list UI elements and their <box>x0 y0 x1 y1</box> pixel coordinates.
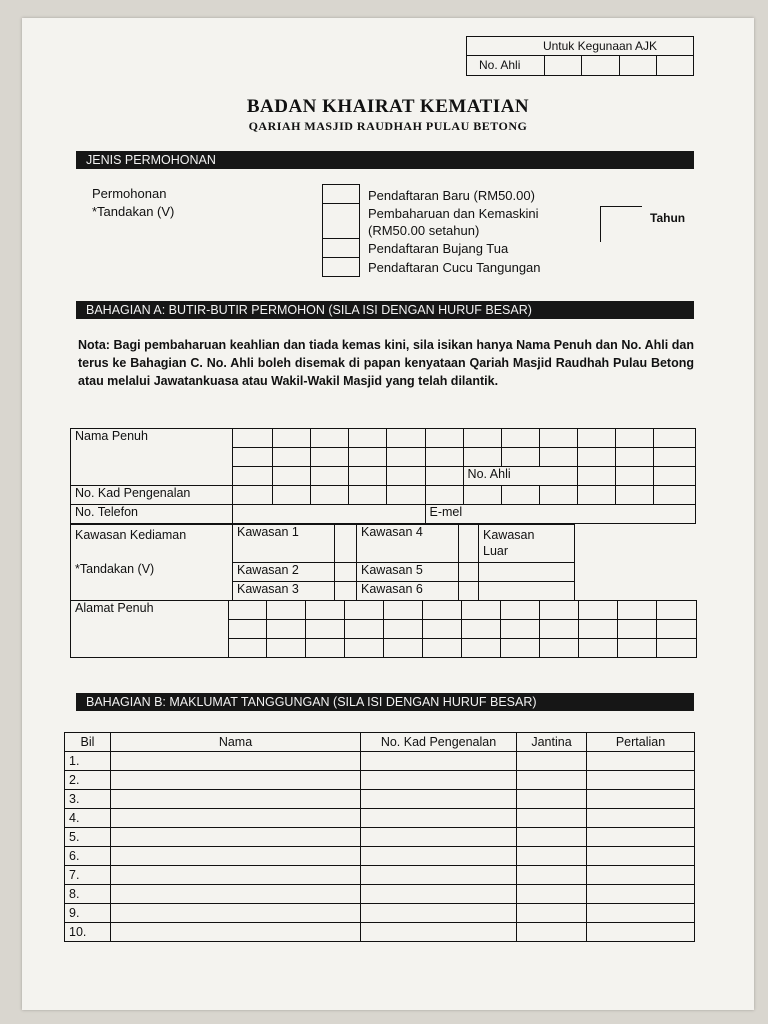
row-no-kp-field[interactable] <box>361 904 517 923</box>
row-bil: 1. <box>65 752 111 771</box>
row-bil: 6. <box>65 847 111 866</box>
kawasan-1-label: Kawasan 1 <box>233 525 335 563</box>
table-row <box>65 866 695 885</box>
kawasan-1-checkbox[interactable] <box>335 525 357 563</box>
alamat-cell[interactable] <box>306 620 345 639</box>
kawasan-4-label: Kawasan 4 <box>357 525 459 563</box>
row-bil: 3. <box>65 790 111 809</box>
ajk-no-ahli-label: No. Ahli <box>467 56 545 75</box>
col-header-nama: Nama <box>111 733 361 752</box>
no-kp-cell[interactable] <box>463 486 501 505</box>
table-row <box>65 752 695 771</box>
kawasan-5-checkbox[interactable] <box>459 563 479 582</box>
alamat-cell[interactable] <box>229 639 267 658</box>
nota-text: Nota: Bagi pembaharuan keahlian dan tiada kemas kini, sila isikan hanya Nama Penuh dan No. Ahli dan terus ke Bahagian C. No. Ahli boleh disemak di papan kenyataan Qariah Masjid Raudhah Pulau Betong atau melalui Jawatankuasa atau Wakil-Wakil Masjid yang telah dilantik. <box>78 338 694 388</box>
kawasan-luar-checkbox[interactable] <box>479 563 575 582</box>
nama-penuh-cell[interactable] <box>311 448 349 467</box>
col-header-no-kp: No. Kad Pengenalan <box>361 733 517 752</box>
row-nama-field[interactable] <box>111 866 361 885</box>
nama-penuh-cell[interactable] <box>349 448 387 467</box>
row-no-kp-field[interactable] <box>361 866 517 885</box>
nama-penuh-cell[interactable] <box>349 467 387 486</box>
row-no-kp-field[interactable] <box>361 809 517 828</box>
nama-penuh-cell[interactable] <box>615 429 653 448</box>
alamat-cell[interactable] <box>579 601 618 620</box>
checkbox-pendaftaran-baru[interactable] <box>322 184 360 204</box>
no-ahli-cell[interactable] <box>615 467 653 486</box>
nama-penuh-cell[interactable] <box>501 448 539 467</box>
row-bil: 4. <box>65 809 111 828</box>
form-sheet <box>22 18 754 1010</box>
no-kp-cell[interactable] <box>311 486 349 505</box>
checkbox-cucu-tangungan[interactable] <box>322 257 360 277</box>
row-pertalian-field[interactable] <box>587 904 695 923</box>
alamat-cell[interactable] <box>229 601 267 620</box>
kawasan-luar-label: Kawasan <box>483 528 535 542</box>
table-row <box>65 923 695 942</box>
no-kp-cell[interactable] <box>539 486 577 505</box>
kawasan-3-label: Kawasan 3 <box>233 582 335 601</box>
no-ahli-label: No. Ahli <box>463 467 577 486</box>
row-jantina-field[interactable] <box>517 885 587 904</box>
row-jantina-field[interactable] <box>517 752 587 771</box>
table-row <box>65 828 695 847</box>
no-kp-cell[interactable] <box>653 486 695 505</box>
alamat-cell[interactable] <box>657 620 697 639</box>
nama-penuh-cell[interactable] <box>539 429 577 448</box>
nama-penuh-cell[interactable] <box>311 429 349 448</box>
no-ahli-cell[interactable] <box>577 467 615 486</box>
row-jantina-field[interactable] <box>517 923 587 942</box>
nama-penuh-cell[interactable] <box>577 429 615 448</box>
row-no-kp-field[interactable] <box>361 752 517 771</box>
alamat-cell[interactable] <box>540 639 579 658</box>
row-nama-field[interactable] <box>111 771 361 790</box>
nama-penuh-cell[interactable] <box>311 467 349 486</box>
table-row <box>65 904 695 923</box>
row-bil: 2. <box>65 771 111 790</box>
row-jantina-field[interactable] <box>517 771 587 790</box>
nama-penuh-cell[interactable] <box>349 429 387 448</box>
kawasan-4-checkbox[interactable] <box>459 525 479 563</box>
no-ahli-cell[interactable] <box>653 467 695 486</box>
col-header-pertalian: Pertalian <box>587 733 695 752</box>
alamat-cell[interactable] <box>462 639 501 658</box>
section-bar-bahagian-a: BAHAGIAN A: BUTIR-BUTIR PERMOHON (SILA ISI DENGAN HURUF BESAR) <box>76 301 694 319</box>
no-kp-cell[interactable] <box>425 486 463 505</box>
tanggungan-table <box>64 732 695 942</box>
alamat-cell[interactable] <box>501 639 540 658</box>
row-nama-field[interactable] <box>111 885 361 904</box>
row-bil: 5. <box>65 828 111 847</box>
permohonan-label: Permohonan <box>92 186 167 201</box>
tahun-label: Tahun <box>650 211 686 225</box>
alamat-cell[interactable] <box>384 639 423 658</box>
section-bar-jenis: JENIS PERMOHONAN <box>76 151 694 169</box>
row-nama-field[interactable] <box>111 923 361 942</box>
no-tel-label: No. Telefon <box>71 505 233 524</box>
row-bil: 7. <box>65 866 111 885</box>
option-pembaharuan-fee: (RM50.00 setahun) <box>368 223 480 238</box>
alamat-cell[interactable] <box>267 620 306 639</box>
row-nama-field[interactable] <box>111 752 361 771</box>
table-row <box>65 885 695 904</box>
ajk-no-ahli-cell[interactable] <box>582 56 619 75</box>
alamat-label: Alamat Penuh <box>71 601 229 658</box>
ajk-header: Untuk Kegunaan AJK <box>467 37 693 56</box>
nama-penuh-cell[interactable] <box>233 429 273 448</box>
alamat-cell[interactable] <box>540 601 579 620</box>
no-kp-cell[interactable] <box>615 486 653 505</box>
row-pertalian-field[interactable] <box>587 885 695 904</box>
row-jantina-field[interactable] <box>517 828 587 847</box>
form-title: BADAN KHAIRAT KEMATIAN <box>246 96 530 117</box>
emel-field[interactable] <box>425 505 696 524</box>
kawasan-2-label: Kawasan 2 <box>233 563 335 582</box>
ajk-use-box <box>466 36 694 76</box>
row-pertalian-field[interactable] <box>587 752 695 771</box>
no-kp-cell[interactable] <box>273 486 311 505</box>
row-no-kp-field[interactable] <box>361 923 517 942</box>
section-bar-bahagian-b: BAHAGIAN B: MAKLUMAT TANGGUNGAN (SILA ISI DENGAN HURUF BESAR) <box>76 693 694 711</box>
row-no-kp-field[interactable] <box>361 828 517 847</box>
nama-penuh-cell[interactable] <box>615 448 653 467</box>
alamat-cell[interactable] <box>423 639 462 658</box>
alamat-cell[interactable] <box>657 639 697 658</box>
alamat-cell[interactable] <box>579 620 618 639</box>
alamat-cell[interactable] <box>345 639 384 658</box>
nama-penuh-cell[interactable] <box>273 429 311 448</box>
nama-penuh-cell[interactable] <box>387 467 425 486</box>
nama-penuh-label: Nama Penuh <box>71 429 233 486</box>
row-pertalian-field[interactable] <box>587 790 695 809</box>
nama-penuh-cell[interactable] <box>463 448 501 467</box>
nama-penuh-cell[interactable] <box>233 467 273 486</box>
row-jantina-field[interactable] <box>517 847 587 866</box>
row-no-kp-field[interactable] <box>361 771 517 790</box>
kawasan-6-label: Kawasan 6 <box>357 582 459 601</box>
nama-penuh-cell[interactable] <box>233 448 273 467</box>
alamat-cell[interactable] <box>345 620 384 639</box>
option-pendaftaran-baru: Pendaftaran Baru (RM50.00) <box>368 188 535 203</box>
no-kp-cell[interactable] <box>233 486 273 505</box>
tahun-box[interactable] <box>600 206 642 242</box>
option-pembaharuan: Pembaharuan dan Kemaskini <box>368 206 539 221</box>
row-pertalian-field[interactable] <box>587 771 695 790</box>
row-pertalian-field[interactable] <box>587 923 695 942</box>
row-jantina-field[interactable] <box>517 904 587 923</box>
alamat-cell[interactable] <box>579 639 618 658</box>
nama-penuh-cell[interactable] <box>425 429 463 448</box>
table-row <box>65 809 695 828</box>
row-pertalian-field[interactable] <box>587 847 695 866</box>
kawasan-blank <box>479 582 575 601</box>
table-row <box>65 771 695 790</box>
row-bil: 8. <box>65 885 111 904</box>
applicant-table <box>70 428 696 524</box>
kawasan-tandakan-label: *Tandakan (V) <box>75 562 155 576</box>
emel-label: E-mel <box>429 505 463 519</box>
no-kp-cell[interactable] <box>501 486 539 505</box>
row-nama-field[interactable] <box>111 828 361 847</box>
kawasan-3-checkbox[interactable] <box>335 582 357 601</box>
alamat-cell[interactable] <box>462 620 501 639</box>
alamat-cell[interactable] <box>267 639 306 658</box>
nama-penuh-cell[interactable] <box>653 429 695 448</box>
kawasan-5-label: Kawasan 5 <box>357 563 459 582</box>
kawasan-2-checkbox[interactable] <box>335 563 357 582</box>
row-nama-field[interactable] <box>111 904 361 923</box>
row-no-kp-field[interactable] <box>361 885 517 904</box>
nama-penuh-cell[interactable] <box>577 448 615 467</box>
row-jantina-field[interactable] <box>517 809 587 828</box>
tandakan-label: *Tandakan (V) <box>92 204 175 219</box>
no-kp-label: No. Kad Pengenalan <box>71 486 233 505</box>
option-bujang-tua: Pendaftaran Bujang Tua <box>368 241 509 256</box>
checkbox-bujang-tua[interactable] <box>322 238 360 258</box>
row-bil: 10. <box>65 923 111 942</box>
alamat-cell[interactable] <box>384 620 423 639</box>
nama-penuh-cell[interactable] <box>273 448 311 467</box>
kawasan-luar-label2: Luar <box>483 544 509 558</box>
row-jantina-field[interactable] <box>517 866 587 885</box>
kawasan-6-checkbox[interactable] <box>459 582 479 601</box>
alamat-cell[interactable] <box>462 601 501 620</box>
nama-penuh-cell[interactable] <box>539 448 577 467</box>
row-jantina-field[interactable] <box>517 790 587 809</box>
alamat-cell[interactable] <box>501 601 540 620</box>
alamat-cell[interactable] <box>657 601 697 620</box>
alamat-cell[interactable] <box>618 620 657 639</box>
row-nama-field[interactable] <box>111 847 361 866</box>
no-tel-field[interactable] <box>233 505 425 524</box>
row-nama-field[interactable] <box>111 809 361 828</box>
option-cucu-tangungan: Pendaftaran Cucu Tangungan <box>368 260 541 275</box>
table-row <box>65 790 695 809</box>
col-header-jantina: Jantina <box>517 733 587 752</box>
alamat-cell[interactable] <box>501 620 540 639</box>
nama-penuh-cell[interactable] <box>425 467 463 486</box>
row-nama-field[interactable] <box>111 790 361 809</box>
alamat-cell[interactable] <box>540 620 579 639</box>
kawasan-table <box>70 524 575 601</box>
alamat-cell[interactable] <box>345 601 384 620</box>
nama-penuh-cell[interactable] <box>387 429 425 448</box>
alamat-cell[interactable] <box>267 601 306 620</box>
ajk-no-ahli-cell[interactable] <box>620 56 657 75</box>
ajk-no-ahli-cell[interactable] <box>657 56 693 75</box>
no-kp-cell[interactable] <box>387 486 425 505</box>
alamat-cell[interactable] <box>384 601 423 620</box>
row-pertalian-field[interactable] <box>587 866 695 885</box>
alamat-cell[interactable] <box>229 620 267 639</box>
form-subtitle: QARIAH MASJID RAUDHAH PULAU BETONG <box>248 119 528 133</box>
row-pertalian-field[interactable] <box>587 828 695 847</box>
kawasan-kediaman-label: Kawasan Kediaman <box>75 528 187 542</box>
nama-penuh-cell[interactable] <box>463 429 501 448</box>
nama-penuh-cell[interactable] <box>653 448 695 467</box>
nama-penuh-cell[interactable] <box>501 429 539 448</box>
alamat-cell[interactable] <box>306 639 345 658</box>
nama-penuh-cell[interactable] <box>387 448 425 467</box>
alamat-cell[interactable] <box>423 601 462 620</box>
ajk-no-ahli-cell[interactable] <box>545 56 582 75</box>
alamat-table <box>70 600 697 658</box>
row-no-kp-field[interactable] <box>361 847 517 866</box>
alamat-cell[interactable] <box>423 620 462 639</box>
alamat-cell[interactable] <box>618 601 657 620</box>
row-no-kp-field[interactable] <box>361 790 517 809</box>
no-kp-cell[interactable] <box>577 486 615 505</box>
nama-penuh-cell[interactable] <box>425 448 463 467</box>
checkbox-pembaharuan[interactable] <box>322 203 360 239</box>
col-header-bil: Bil <box>65 733 111 752</box>
nama-penuh-cell[interactable] <box>273 467 311 486</box>
alamat-cell[interactable] <box>306 601 345 620</box>
table-row <box>65 847 695 866</box>
alamat-cell[interactable] <box>618 639 657 658</box>
no-kp-cell[interactable] <box>349 486 387 505</box>
row-pertalian-field[interactable] <box>587 809 695 828</box>
row-bil: 9. <box>65 904 111 923</box>
